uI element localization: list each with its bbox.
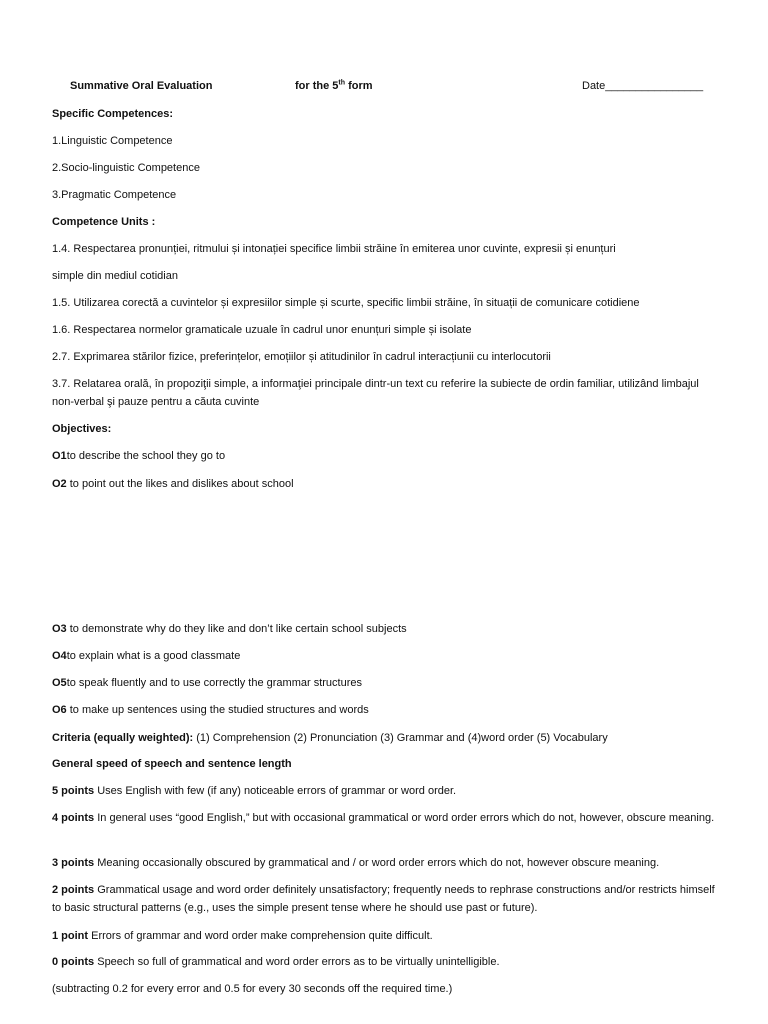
objective-code: O5: [52, 677, 67, 689]
scoring-points: 5 points: [52, 785, 95, 797]
objective-text: to demonstrate why do they like and don’t like certain school subjects: [66, 623, 407, 635]
date-field: Date________________: [582, 80, 704, 92]
scoring-text: Speech so full of grammatical and word order errors as to be virtually unintelligible.: [94, 956, 500, 968]
form-prefix: for the 5: [295, 80, 339, 92]
scoring-item: [52, 809, 722, 827]
objective-item: [52, 676, 362, 690]
scoring-points: 1 point: [52, 930, 89, 942]
objective-code: O3: [52, 623, 67, 635]
competence-unit: 1.4. Respectarea pronunției, ritmului și intonației specifice limbii străine în emiterea unor cuvinte, expresii și enunțuri: [52, 243, 616, 255]
objective-item: [52, 703, 369, 717]
objective-text: to speak fluently and to use correctly the grammar structures: [66, 677, 362, 689]
specific-competences-heading: Specific Competences:: [52, 108, 174, 120]
objective-text: to make up sentences using the studied structures and words: [66, 704, 369, 716]
criteria-text: (1) Comprehension (2) Pronunciation (3) Grammar and (4)word order (5) Vocabulary: [193, 732, 608, 744]
criteria-label: Criteria (equally weighted):: [52, 732, 194, 744]
objective-text: to describe the school they go to: [66, 450, 226, 462]
objective-text: to explain what is a good classmate: [66, 650, 241, 662]
competence-unit: 2.7. Exprimarea stărilor fizice, preferințelor, emoțiilor și atitudinilor în cadrul interacțiunii cu interlocutorii: [52, 351, 551, 363]
objective-code: O1: [52, 450, 67, 462]
competence-item: 3.Pragmatic Competence: [52, 189, 177, 201]
competence-units-heading: Competence Units :: [52, 216, 156, 228]
objective-item: [52, 449, 225, 463]
scoring-item: [52, 784, 456, 798]
footer-note: (subtracting 0.2 for every error and 0.5 for every 30 seconds off the required time.): [52, 983, 453, 995]
scoring-item: [52, 929, 433, 943]
scoring-text: In general uses “good English,” but with occasional grammatical or word order errors which do not, however, obscure meaning.: [94, 812, 715, 824]
competence-unit: 1.6. Respectarea normelor gramaticale uzuale în cadrul unor enunțuri simple și isolate: [52, 324, 472, 336]
competence-unit: simple din mediul cotidian: [52, 270, 178, 282]
scoring-item: [52, 955, 500, 969]
objective-code: O4: [52, 650, 67, 662]
competence-item: 1.Linguistic Competence: [52, 135, 173, 147]
scoring-points: 2 points: [52, 884, 95, 896]
form-superscript: th: [338, 79, 346, 87]
speed-heading: General speed of speech and sentence length: [52, 758, 292, 770]
objective-item: [52, 622, 407, 636]
scoring-points: 4 points: [52, 812, 95, 824]
scoring-points: 0 points: [52, 956, 95, 968]
objective-code: O2: [52, 478, 67, 490]
scoring-text: Meaning occasionally obscured by grammatical and / or word order errors which do not, however obscure meaning.: [94, 857, 660, 869]
competence-unit: 1.5. Utilizarea corectă a cuvintelor și expresiilor simple și scurte, specific limbii străine, în situații de comunicare cotidiene: [52, 297, 640, 309]
criteria-line: [52, 731, 608, 745]
scoring-item: [52, 881, 722, 917]
document-title: Summative Oral Evaluation: [70, 80, 213, 92]
objectives-heading: Objectives:: [52, 423, 112, 435]
competence-item: 2.Socio-linguistic Competence: [52, 162, 200, 174]
scoring-text: Uses English with few (if any) noticeable errors of grammar or word order.: [94, 785, 457, 797]
form-suffix: form: [345, 80, 373, 92]
scoring-text: Errors of grammar and word order make comprehension quite difficult.: [88, 930, 433, 942]
scoring-item: [52, 856, 659, 870]
objective-item: [52, 649, 240, 663]
objective-item: [52, 477, 294, 491]
objective-code: O6: [52, 704, 67, 716]
objective-text: to point out the likes and dislikes about school: [66, 478, 294, 490]
scoring-points: 3 points: [52, 857, 95, 869]
scoring-text: Grammatical usage and word order definitely unsatisfactory; frequently needs to rephrase constructions and/or restricts himself to basic structural patterns (e.g., uses the simple present tense where he should use past or future).: [52, 884, 715, 914]
form-label: [295, 79, 373, 93]
competence-unit: 3.7. Relatarea orală, în propoziţii simple, a informaţiei principale dintr-un text cu referire la subiecte de ordin familiar, utilizând limbajul non-verbal şi pauze pentru a căuta cuvinte: [52, 378, 699, 408]
